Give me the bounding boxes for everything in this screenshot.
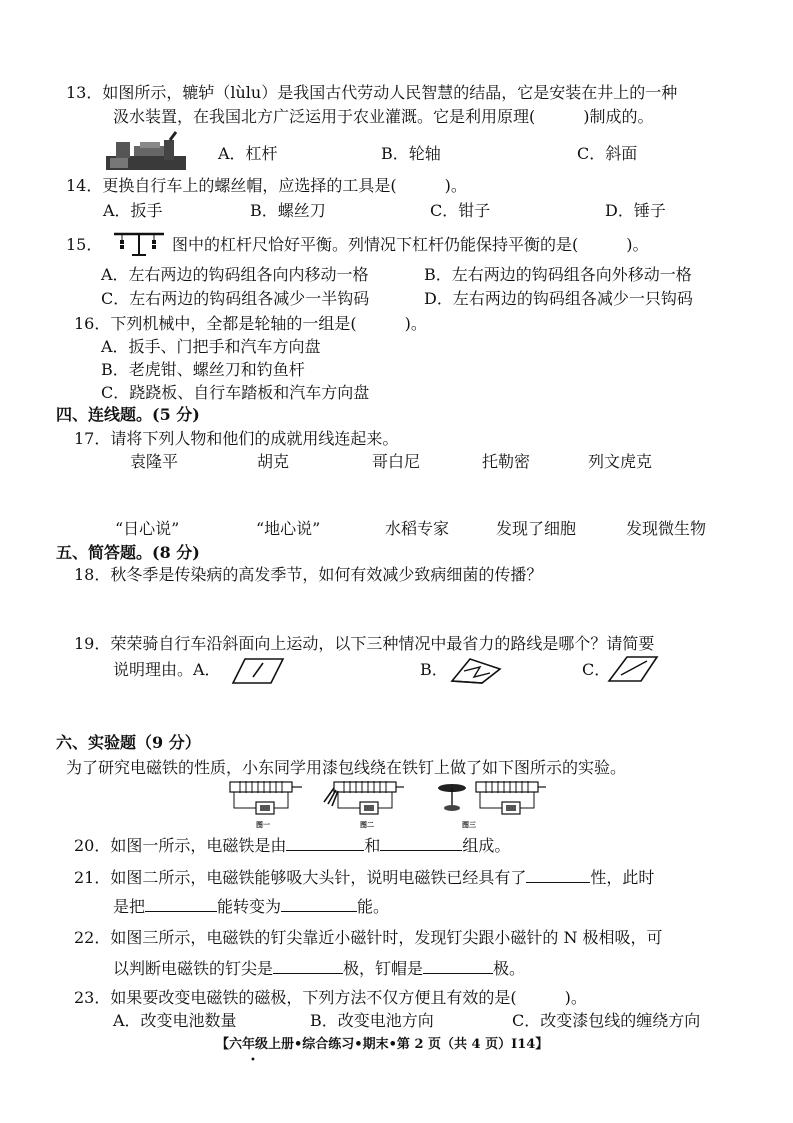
q15-option-c: C．左右两边的钩码组各减少一半钩码 xyxy=(101,289,370,308)
q14-stem: 14．更换自行车上的螺丝帽，应选择的工具是( )。 xyxy=(66,176,467,195)
q21-blank-2[interactable] xyxy=(145,895,217,912)
q21-text-a: 21．如图二所示，电磁铁能够吸大头针，说明电磁铁已经具有了 xyxy=(74,868,527,887)
q19-option-b-label: B． xyxy=(420,660,448,679)
q19-line2: 说明理由。A． xyxy=(113,660,221,679)
person-1: 袁隆平 xyxy=(130,452,179,471)
q20-blank-2[interactable] xyxy=(380,834,462,851)
q15-number: 15． xyxy=(66,235,103,254)
q21-blank-3[interactable] xyxy=(281,895,357,912)
q21-line1 xyxy=(74,866,654,889)
section6-title: 六、实验题（9 分） xyxy=(56,733,201,752)
q15-option-d: D．左右两边的钩码组各减少一只钩码 xyxy=(424,289,693,308)
section6-intro: 为了研究电磁铁的性质，小东同学用漆包线绕在铁钉上做了如下图所示的实验。 xyxy=(66,758,627,777)
q20-text-c: 组成。 xyxy=(462,836,511,855)
achievement-2: “地心说” xyxy=(256,519,321,538)
q21-text-e: 能。 xyxy=(357,897,390,916)
q15-stem: 图中的杠杆尺恰好平衡。列情况下杠杆仍能保持平衡的是( )。 xyxy=(172,235,649,254)
q13-option-a: A．杠杆 xyxy=(218,144,278,163)
q20-blank-1[interactable] xyxy=(286,834,364,851)
q22-blank-2[interactable] xyxy=(423,957,493,974)
q23-stem: 23．如果要改变电磁铁的磁极，下列方法不仅方便且有效的是( )。 xyxy=(74,988,587,1007)
q22-text-c: 极。 xyxy=(493,959,526,978)
q21-text-c: 是把 xyxy=(113,897,146,916)
slope-a-image xyxy=(231,655,285,685)
q14-option-d: D．锤子 xyxy=(605,201,666,220)
q13-option-c: C．斜面 xyxy=(577,144,638,163)
q14-option-a: A．扳手 xyxy=(103,201,163,220)
section4-title: 四、连线题。(5 分) xyxy=(56,405,200,424)
q15-option-b: B．左右两边的钩码组各向外移动一格 xyxy=(424,265,692,284)
q22-line1: 22．如图三所示，电磁铁的钉尖靠近小磁针时，发现钉尖跟小磁针的 N 极相吸，可 xyxy=(74,928,663,947)
windlass-image xyxy=(104,128,190,173)
q13-line1: 13．如图所示，辘轳（lùlu）是我国古代劳动人民智慧的结晶，它是安装在井上的一种 xyxy=(66,83,678,102)
q18-stem: 18．秋冬季是传染病的高发季节，如何有效减少致病细菌的传播？ xyxy=(74,565,543,584)
q16-stem: 16．下列机械中，全都是轮轴的一组是( )。 xyxy=(74,314,427,333)
q21-text-d: 能转变为 xyxy=(217,897,282,916)
page-footer: 【六年级上册•综合练习•期末•第 2 页（共 4 页）I14】 xyxy=(216,1037,549,1052)
q15-option-a: A．左右两边的钩码组各向内移动一格 xyxy=(101,265,369,284)
q16-option-a: A．扳手、门把手和汽车方向盘 xyxy=(101,337,321,356)
person-4: 托勒密 xyxy=(482,452,531,471)
q17-stem: 17．请将下列人物和他们的成就用线连起来。 xyxy=(74,429,399,448)
experiment-figure-3 xyxy=(436,778,548,818)
q16-option-c: C．跷跷板、自行车踏板和汽车方向盘 xyxy=(101,383,370,402)
figure-1-caption: 图一 xyxy=(256,821,270,829)
achievement-4: 发现了细胞 xyxy=(496,519,577,538)
q22-text-a: 以判断电磁铁的钉尖是 xyxy=(113,959,274,978)
q13-line2: 汲水装置，在我国北方广泛运用于农业灌溉。它是利用原理( )制成的。 xyxy=(113,107,654,126)
q16-option-b: B．老虎钳、螺丝刀和钓鱼杆 xyxy=(101,360,305,379)
q21-line2 xyxy=(113,895,389,918)
experiment-figure-1 xyxy=(226,778,304,818)
experiment-figure-2 xyxy=(322,776,406,818)
lever-ruler-image xyxy=(110,228,168,258)
q22-text-b: 极，钉帽是 xyxy=(343,959,424,978)
q19-option-c-label: C． xyxy=(582,660,611,679)
footer-dot: • xyxy=(250,1055,256,1066)
person-3: 哥白尼 xyxy=(372,452,421,471)
achievement-5: 发现微生物 xyxy=(626,519,707,538)
achievement-3: 水稻专家 xyxy=(385,519,450,538)
q23-option-a: A．改变电池数量 xyxy=(113,1011,237,1030)
q22-line2 xyxy=(113,957,525,980)
q20-line xyxy=(74,834,510,857)
q22-blank-1[interactable] xyxy=(273,957,343,974)
q13-option-b: B．轮轴 xyxy=(381,144,441,163)
q14-option-c: C．钳子 xyxy=(430,201,491,220)
figure-3-caption: 图三 xyxy=(462,821,476,829)
person-5: 列文虎克 xyxy=(588,452,653,471)
q23-option-b: B．改变电池方向 xyxy=(310,1011,434,1030)
q20-text-b: 和 xyxy=(364,836,381,855)
q23-option-c: C．改变漆包线的缠绕方向 xyxy=(512,1011,701,1030)
achievement-1: “日心说” xyxy=(115,519,180,538)
q20-text-a: 20．如图一所示，电磁铁是由 xyxy=(74,836,287,855)
person-2: 胡克 xyxy=(257,452,290,471)
figure-2-caption: 图二 xyxy=(360,821,374,829)
q21-blank-1[interactable] xyxy=(526,866,590,883)
slope-b-image xyxy=(450,653,502,685)
q19-line1: 19．荣荣骑自行车沿斜面向上运动，以下三种情况中最省力的路线是哪个？请简要 xyxy=(74,634,655,653)
slope-c-image xyxy=(607,653,659,685)
q21-text-b: 性，此时 xyxy=(590,868,655,887)
q14-option-b: B．螺丝刀 xyxy=(250,201,326,220)
section5-title: 五、简答题。(8 分) xyxy=(56,543,200,562)
